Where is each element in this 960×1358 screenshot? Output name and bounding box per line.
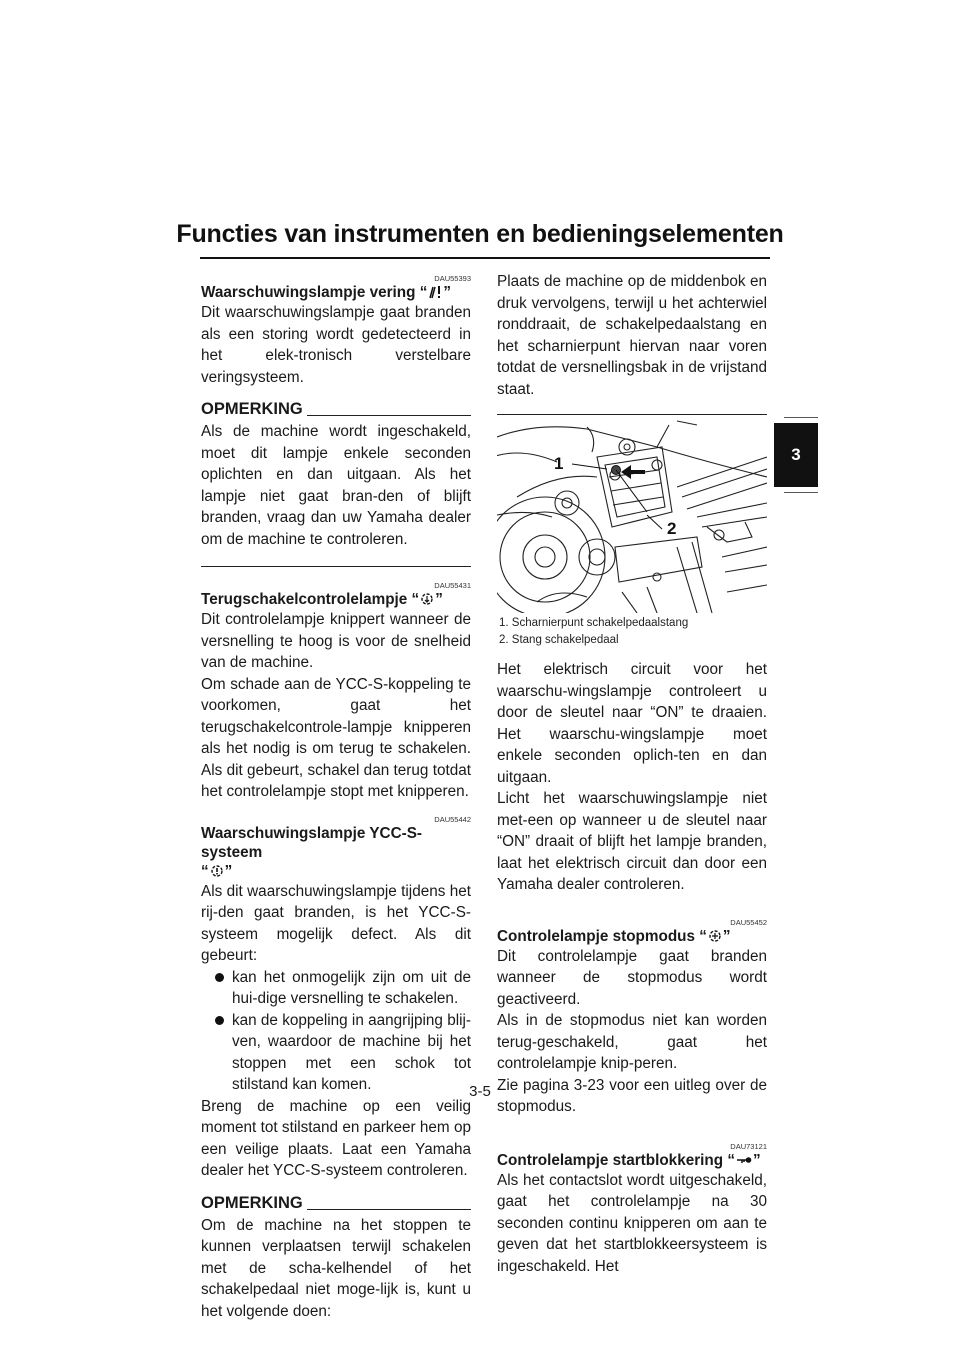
page-number: 3-5 <box>469 1083 491 1100</box>
bullet-icon <box>215 973 224 982</box>
key-immobilizer-icon <box>735 1152 753 1168</box>
title-text: ” <box>753 1151 761 1169</box>
paragraph: Het elektrisch circuit voor het waarschu-wingslampje controleert u door de sleutel naar “ON” te draaien. Het waarschu-wingslampje moet enkele seconden oplich-ten en dan uitgaan. <box>497 661 767 786</box>
paragraph: Als het contactslot wordt uitgeschakeld, gaat het controlelampje na 30 seconden continu knipperen om aan te geven dat het startblokkeersysteem is ingeschakeld. Het <box>497 1171 767 1275</box>
paragraph: Om schade aan de YCC-S-koppeling te voorkomen, gaat het terugschakelcontrole-lampje knipperen als het nodig is om terug te schakelen. Als dit gebeurt, schakel dan terug totdat het controlelampje stopt met knipperen. <box>201 675 471 800</box>
bullet-list <box>201 967 471 1096</box>
list-item-text: kan het onmogelijk zijn om uit de hui-dige versnelling te schakelen. <box>232 968 471 1007</box>
chapter-tab: 3 <box>774 423 818 487</box>
section-title-immobilizer <box>497 1151 767 1170</box>
paragraph: Als in de stopmodus niet kan worden terug-geschakeld, gaat het controlelampje knip-peren. <box>497 1012 767 1072</box>
note-label: OPMERKING <box>201 400 303 418</box>
note-end-rule <box>201 566 471 567</box>
gear-warning-icon <box>209 863 225 879</box>
paragraph: Licht het waarschuwingslampje niet met-een op wanneer u de sleutel naar “ON” draait of blijft het lampje branden, laat het elektrisch circuit dan door een Yamaha dealer controleren. <box>497 790 767 893</box>
stop-mode-icon <box>707 928 723 944</box>
engine-illustration <box>497 417 767 613</box>
note-rule <box>307 415 471 416</box>
section-title-stop-mode <box>497 927 767 946</box>
title-text: ” <box>443 284 452 301</box>
note-rule <box>307 1209 471 1210</box>
note-paragraph: Om de machine na het stoppen te kunnen verplaatsen terwijl schakelen met de scha-kelhendel of het schakelpedaal niet moge-lijk is, kunt u het volgende doen: <box>201 1216 471 1320</box>
title-text: ” <box>722 927 731 945</box>
paragraph: Als dit waarschuwingslampje tijdens het rij-den gaat branden, is het YCC-S-systeem mogelijk defect. Als dit gebeurt: <box>201 882 471 964</box>
figure-label-1: 1 <box>554 454 564 473</box>
note-heading <box>201 1194 471 1213</box>
figure-label-2: 2 <box>667 519 677 538</box>
title-text: Waarschuwingslampje vering “ <box>201 284 428 301</box>
paragraph: Dit controlelampje gaat branden wanneer de stopmodus wordt geactiveerd. <box>497 947 767 1008</box>
paragraph: Zie pagina 3-23 voor een uitleg over de stopmodus. <box>497 1076 767 1115</box>
section-title-suspension <box>201 283 471 302</box>
paragraph: Dit controlelampje knippert wanneer de versnelling te hoog is voor de snelheid van de machine. <box>201 611 471 671</box>
section-title-yccs <box>201 824 471 881</box>
gear-downshift-icon <box>419 591 435 607</box>
right-column <box>497 271 767 1277</box>
suspension-warning-icon <box>427 284 443 300</box>
note-heading <box>201 400 471 419</box>
section-code: DAU55393 <box>434 274 471 283</box>
left-column <box>201 270 471 1322</box>
note-paragraph: Als de machine wordt ingeschakeld, moet dit lampje enkele seconden oplichten en dan uitgaan. Als het lampje niet gaat bran-den of blijft branden, vraag dan uw Yamaha dealer om de machine te controleren. <box>201 423 471 548</box>
shift-linkage-figure <box>497 417 767 613</box>
title-text: Waarschuwingslampje YCC-S-systeem <box>201 824 423 861</box>
page-header-title: Functies van instrumenten en bedieningselementen <box>176 220 784 248</box>
title-text: ” <box>224 862 233 880</box>
title-text: “ <box>201 862 209 880</box>
paragraph: Dit waarschuwingslampje gaat branden als een storing wordt gedetecteerd in het elek-tronisch verstelbare veringsysteem. <box>201 304 471 386</box>
figure-captions <box>497 615 767 649</box>
section-code: DAU55431 <box>434 581 471 590</box>
figure-top-rule <box>497 414 767 415</box>
tab-bottom-rule <box>784 492 818 493</box>
paragraph: Breng de machine op een veilig moment tot stilstand en parkeer hem op een veilige plaats. Laat een Yamaha dealer het YCC-S-systeem controleren. <box>201 1097 471 1179</box>
title-text: Terugschakelcontrolelampje “ <box>201 591 420 608</box>
note-label: OPMERKING <box>201 1193 303 1212</box>
list-item <box>215 967 471 1010</box>
section-code: DAU73121 <box>730 1141 767 1151</box>
title-text: ” <box>435 591 443 608</box>
bullet-icon <box>215 1016 224 1025</box>
title-text: Controlelampje stopmodus “ <box>497 927 707 945</box>
caption-item: 1. Scharnierpunt schakelpedaalstang <box>499 617 689 629</box>
caption-item: 2. Stang schakelpedaal <box>499 634 619 646</box>
paragraph: Plaats de machine op de middenbok en druk vervolgens, terwijl u het achterwiel ronddraait, de schakelpedaalstang en het scharnierpunt hiervan naar voren totdat de versnellingsbak in de vrijstand staat. <box>497 273 767 398</box>
tab-top-rule <box>784 417 818 418</box>
header-rule <box>200 257 770 259</box>
list-item-text: kan de koppeling in aangrijping blij-ven, waardoor de machine bij het stoppen met een schok tot stilstand kan komen. <box>232 1011 471 1093</box>
section-title-downshift <box>201 590 471 609</box>
title-text: Controlelampje startblokkering “ <box>497 1151 735 1169</box>
section-code: DAU55442 <box>434 814 471 824</box>
section-code: DAU55452 <box>730 917 767 927</box>
